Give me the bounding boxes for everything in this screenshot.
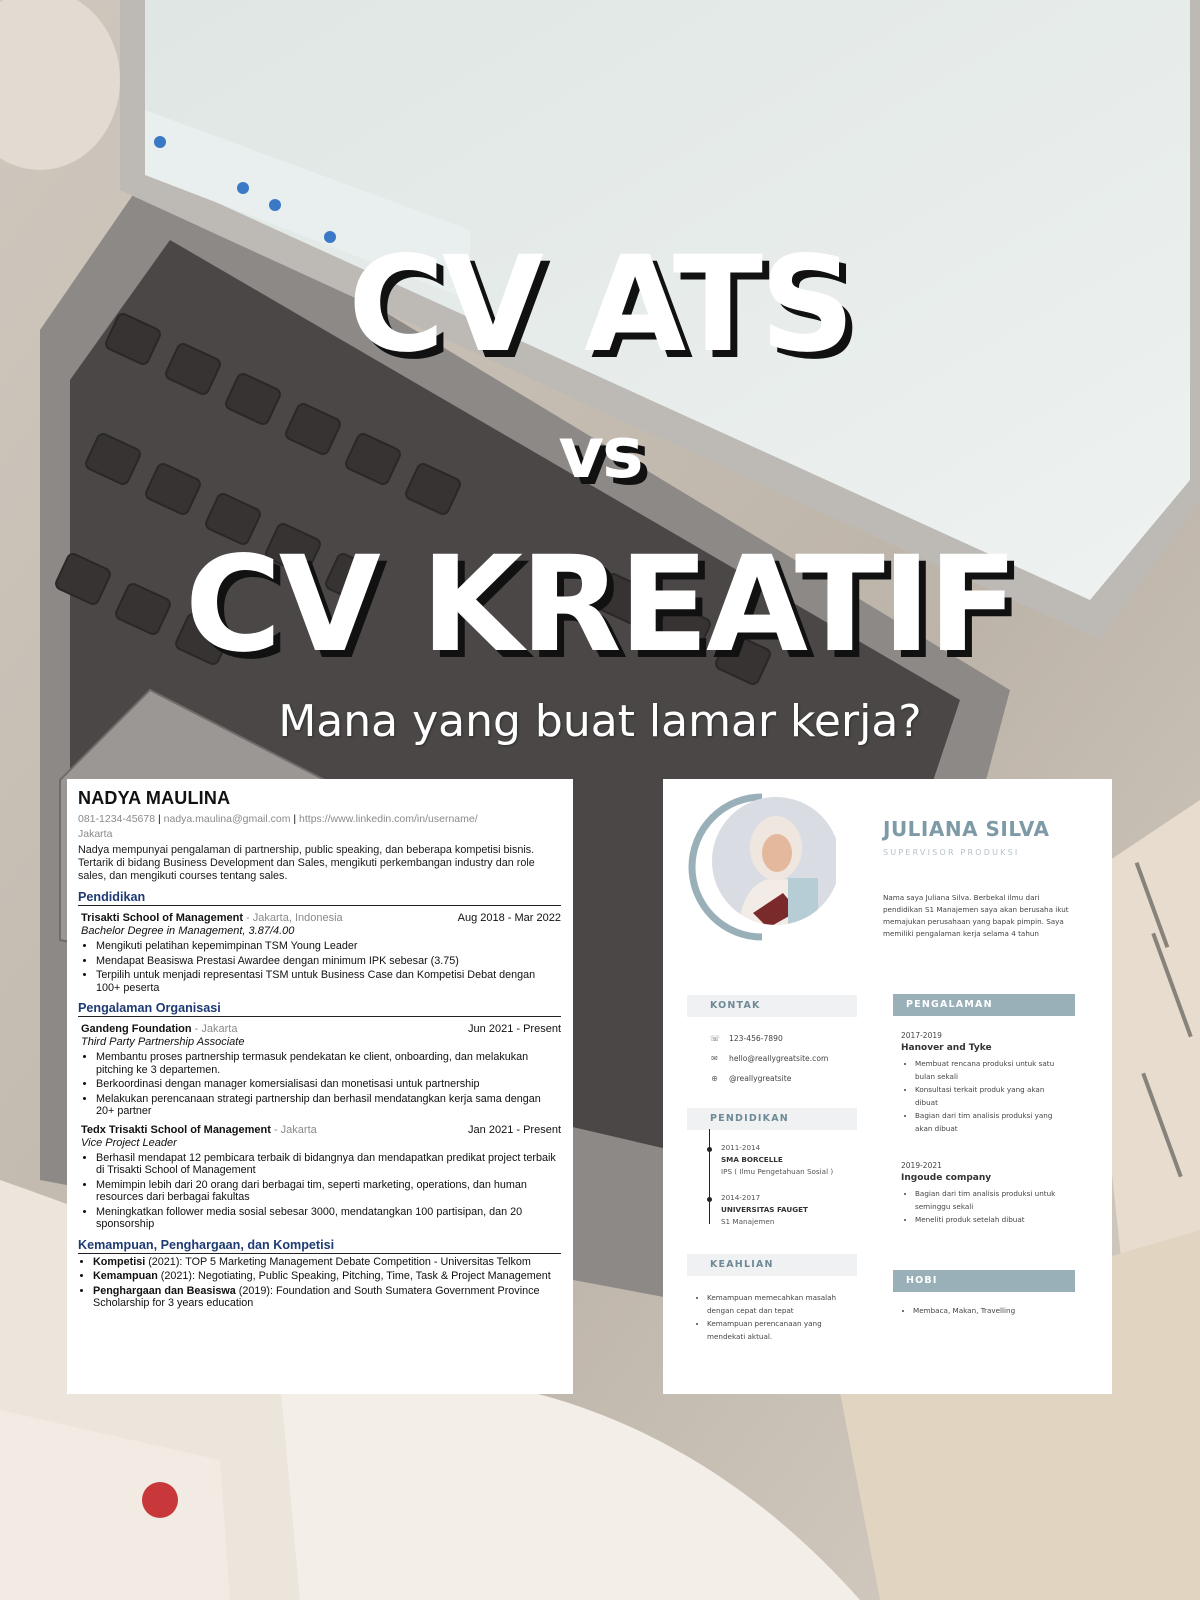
ats-org: Gandeng Foundation (81, 1023, 192, 1035)
ats-skill-item (93, 1285, 561, 1310)
ats-skill-text: (2019): Foundation and South Sumatera Government Province Scholarship for 3 years education (93, 1284, 540, 1309)
kreatif-edu-school: UNIVERSITAS FAUGET (721, 1205, 808, 1214)
kreatif-hobbies (899, 1304, 1069, 1317)
kreatif-skill-item: • Kemampuan memecahkan masalah dengan cepat dan tepat (707, 1291, 843, 1317)
cv-kreatif-document (663, 779, 1112, 1394)
kreatif-kontak-heading: KONTAK (710, 1000, 761, 1011)
kreatif-edu-major: S1 Manajemen (721, 1217, 775, 1226)
kreatif-exp-company: Ingoude company (901, 1173, 992, 1183)
ats-bullet: • Terpilih untuk menjadi representasi TSM untuk Business Case dan Kompetisi Debat dengan 100+ peserta (96, 969, 561, 994)
ats-city: Jakarta (78, 828, 113, 840)
kreatif-contact-row (710, 1054, 828, 1063)
ats-skill-item (93, 1256, 561, 1269)
kreatif-skills-list (693, 1291, 843, 1343)
kreatif-exp-list (901, 1187, 1066, 1226)
ats-skill-text: (2021): Negotiating, Public Speaking, Pitching, Time, Task & Project Management (157, 1270, 551, 1282)
ats-role: Vice Project Leader (81, 1136, 177, 1149)
kreatif-exp-item: • Konsultasi terkait produk yang akan dibuat (915, 1083, 1066, 1109)
ats-location: - Jakarta (194, 1023, 238, 1035)
ats-bullet: • Mengikuti pelatihan kepemimpinan TSM Young Leader (96, 940, 561, 953)
ats-separator: | (293, 813, 300, 825)
ats-skill-text: (2021): TOP 5 Marketing Management Debate Competition - Universitas Telkom (145, 1255, 531, 1268)
ats-bullet: • Membantu proses partnership termasuk pendekatan ke client, onboarding, dan melakukan pitching ke 3 departemen. (96, 1051, 561, 1076)
kreatif-edu-years: 2011-2014 (721, 1143, 761, 1152)
ats-bullet: • Berkoordinasi dengan manager komersialisasi dan monetisasi untuk partnership (96, 1078, 561, 1091)
kreatif-hobby-item: • Membaca, Makan, Travelling (913, 1304, 1069, 1317)
kreatif-exp-list (901, 1057, 1066, 1135)
ats-entry-header (81, 1123, 561, 1137)
kreatif-contact-row (710, 1074, 791, 1083)
kreatif-hobi-heading: HOBI (906, 1275, 938, 1286)
profile-photo (688, 793, 836, 941)
kreatif-experience-entry (901, 1031, 1066, 1135)
ats-bullet: • Mendapat Beasiswa Prestasi Awardee dengan minimum IPK sebesar (3.75) (96, 955, 561, 968)
ats-location: - Jakarta, Indonesia (246, 912, 343, 924)
kreatif-edu-major: IPS ( Ilmu Pengetahuan Sosial ) (721, 1167, 834, 1176)
ats-entry-header (81, 911, 561, 925)
ats-bullet: • Berhasil mendapat 12 pembicara terbaik di bidangnya dan mendapatkan predikat project terbaik di Trisakti School of Management (96, 1152, 561, 1177)
kreatif-contact-text: hello@reallygreatsite.com (729, 1054, 829, 1063)
kreatif-timeline-dot (707, 1147, 712, 1152)
ats-phone: 081-1234-45678 (78, 813, 156, 825)
kreatif-timeline-dot (707, 1197, 712, 1202)
ats-education-heading: Pendidikan (78, 890, 561, 906)
ats-date: Jun 2021 - Present (468, 1023, 561, 1035)
ats-bullet: • Memimpin lebih dari 20 orang dari berbagai tim, seperti marketing, operations, dan human resources dari berbagai fakultas (96, 1179, 561, 1204)
kreatif-section-bar (893, 1270, 1075, 1292)
ats-date: Jan 2021 - Present (468, 1123, 561, 1136)
kreatif-exp-company: Hanover and Tyke (901, 1043, 992, 1053)
ats-contact-line (78, 812, 561, 842)
kreatif-exp-years: 2017-2019 (901, 1031, 942, 1040)
title-cv-ats: CV ATS (347, 228, 852, 382)
ats-education-entry (78, 911, 561, 994)
kreatif-timeline-line (709, 1129, 710, 1224)
kreatif-skill-item: • Kemampuan perencanaan yang mendekati aktual. (707, 1317, 843, 1343)
phone-icon: ☏ (710, 1034, 721, 1043)
ats-bullet: • Meningkatkan follower media sosial sebesar 3000, mendatangkan 100 partisipan, dan 20 sponsorship (96, 1206, 561, 1231)
kreatif-education-entry (721, 1142, 833, 1178)
kreatif-contact-text: 123-456-7890 (729, 1034, 783, 1043)
ats-linkedin: https://www.linkedin.com/in/username/ (299, 813, 478, 825)
ats-skill-label: Penghargaan dan Beasiswa (93, 1284, 236, 1297)
kreatif-exp-years: 2019-2021 (901, 1161, 942, 1170)
kreatif-exp-item: • Bagian dari tim analisis produksi yang akan dibuat (915, 1109, 1066, 1135)
ats-skills-heading: Kemampuan, Penghargaan, dan Kompetisi (78, 1238, 561, 1254)
kreatif-job-title: SUPERVISOR PRODUKSI (883, 848, 1020, 857)
ats-separator: | (158, 813, 164, 825)
title-cv-kreatif: CV KREATIF (184, 528, 1016, 682)
title-vs: vs (558, 412, 642, 494)
ats-entry-header (81, 1022, 561, 1036)
ats-name: NADYA MAULINA (78, 788, 231, 808)
cv-ats-document (67, 779, 573, 1394)
kreatif-contact-text: @reallygreatsite (729, 1074, 792, 1083)
kreatif-exp-item: • Membuat rencana produksi untuk satu bulan sekali (915, 1057, 1066, 1083)
kreatif-pendidikan-heading: PENDIDIKAN (710, 1113, 789, 1124)
kreatif-section-bar (687, 995, 857, 1017)
ats-date: Aug 2018 - Mar 2022 (457, 912, 561, 924)
ats-skill-label: Kemampuan (93, 1270, 158, 1282)
ats-organization-entry (78, 1022, 561, 1118)
ats-org: Trisakti School of Management (81, 912, 243, 924)
ats-bullet-list (81, 940, 561, 994)
kreatif-hobbies-list (899, 1304, 1069, 1317)
ats-location: - Jakarta (273, 1123, 317, 1136)
ats-skills-list (78, 1256, 561, 1310)
ats-bullet-list (81, 1152, 561, 1231)
kreatif-experience-entry (901, 1161, 1066, 1226)
kreatif-skills (693, 1291, 843, 1343)
kreatif-edu-years: 2014-2017 (721, 1193, 761, 1202)
kreatif-section-bar (893, 994, 1075, 1016)
ats-summary: Nadya mempunyai pengalaman di partnership, public speaking, dan beberapa kompetisi bisnis. Tertarik di bidang Business Development dan Sales, mengikuti perkembangan industry dan role sales, dan mengikuti courses tentang sales. (78, 844, 535, 882)
kreatif-keahlian-heading: KEAHLIAN (710, 1259, 774, 1270)
kreatif-contact-row (710, 1034, 783, 1043)
kreatif-edu-school: SMA BORCELLE (721, 1155, 783, 1164)
kreatif-name: JULIANA SILVA (883, 817, 1050, 841)
ats-skill-label: Kompetisi (93, 1255, 146, 1268)
ats-org: Tedx Trisakti School of Management (81, 1123, 271, 1136)
kreatif-exp-item: • Meneliti produk setelah dibuat (915, 1213, 1066, 1226)
ats-skill-item (93, 1270, 561, 1283)
ats-role: Bachelor Degree in Management, 3.87/4.00 (81, 925, 295, 937)
ats-role: Third Party Partnership Associate (81, 1036, 245, 1048)
ats-bullet: • Melakukan perencanaan strategi partnership dan berhasil mendatangkan kerja sama dengan 20+ partner (96, 1093, 561, 1118)
kreatif-section-bar (687, 1108, 857, 1130)
globe-icon: ⊕ (711, 1074, 718, 1083)
ats-email: nadya.maulina@gmail.com (163, 813, 291, 825)
kreatif-about: Nama saya Juliana Silva. Berbekal ilmu dari pendidikan S1 Manajemen saya akan berusaha ikut memajukan perusahaan yang bapak pimpin. Saya memiliki pengalaman kerja selama 4 tahun (883, 893, 1069, 938)
ats-organization-heading: Pengalaman Organisasi (78, 1001, 561, 1017)
ats-organization-entry (78, 1123, 561, 1231)
kreatif-education-entry (721, 1192, 808, 1228)
kreatif-exp-item: • Bagian dari tim analisis produksi untuk seminggu sekali (915, 1187, 1066, 1213)
ats-bullet-list (81, 1051, 561, 1118)
mail-icon: ✉ (711, 1054, 718, 1063)
subtitle: Mana yang buat lamar kerja? (278, 696, 922, 747)
kreatif-section-bar (687, 1254, 857, 1276)
kreatif-pengalaman-heading: PENGALAMAN (906, 999, 993, 1010)
